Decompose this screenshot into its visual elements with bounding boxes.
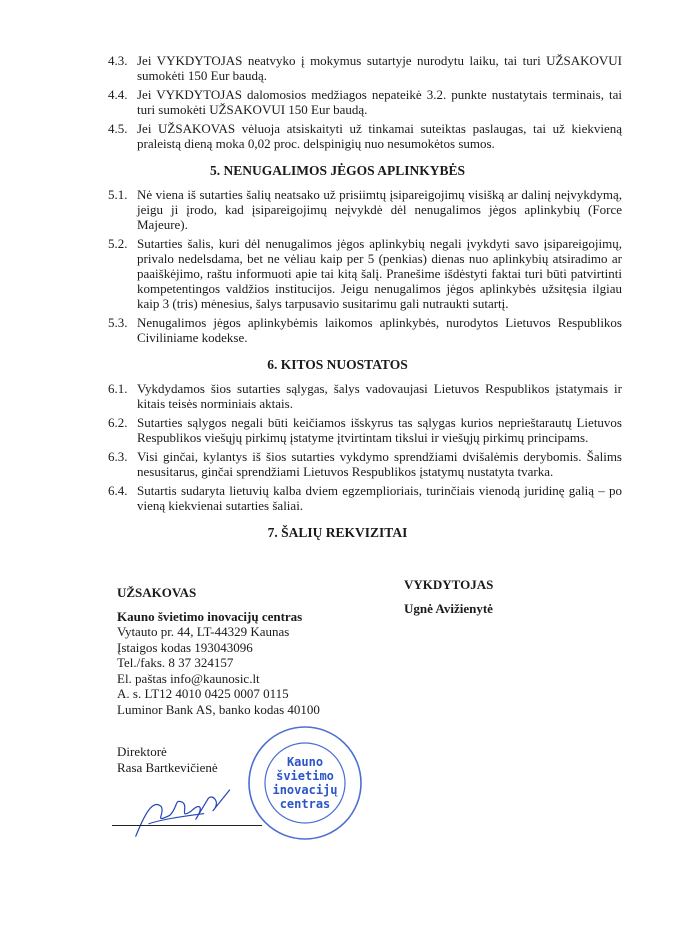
item-text: Sutarties šalis, kuri dėl nenugalimos jėgos aplinkybių negali įvykdyti savo įsipareigojimų, privalo nedelsdama, bet ne vėliau kaip per 5 (penkias) dienas nuo aplinkybių atsiradimo ar paaiškėjimo, raštu informuoti apie tai kitą šalį. Pranešime išdėstyti faktai turi būti patvirtinti kompetentingos valdžios institucijos. Jeigu nenugalimos jėgos aplinkybės užsitęsia ilgiau kaip 3 (tris) mėnesius, šalys tarpusavio susitarimu gali nutraukti sutartį.: [137, 236, 622, 311]
item-6-2: [108, 415, 622, 445]
document-body: [108, 53, 622, 837]
item-text: Vykdydamos šios sutarties sąlygas, šalys vadovaujasi Lietuvos Respublikos įstatymais ir kitais teisės norminiais aktais.: [137, 381, 622, 411]
signature-line: [112, 825, 262, 826]
client-address: Vytauto pr. 44, LT-44329 Kaunas: [117, 624, 290, 639]
client-email: El. paštas info@kaunosic.lt: [117, 670, 260, 686]
item-4-4: [108, 87, 622, 117]
item-5-2: [108, 236, 622, 311]
client-signer: Rasa Bartkevičienė: [117, 759, 218, 775]
client-block: [117, 585, 397, 811]
item-text: Jei UŽSAKOVAS vėluoja atsiskaityti už tinkamai suteiktas paslaugas, tai už kiekvieną praleistą dieną moka 0,02 proc. delspinigių nuo nesumokėtos sumos.: [137, 121, 622, 151]
signature: [127, 781, 247, 841]
item-text: Sutartis sudaryta lietuvių kalba dviem egzemplioriais, turinčiais vienodą juridinę galią – po vieną kiekvienai sutarties šaliai.: [137, 483, 622, 513]
item-number: 6.3.: [108, 449, 128, 464]
item-number: 4.5.: [108, 121, 128, 136]
client-code: Įstaigos kodas 193043096: [117, 639, 253, 655]
section-7-heading: 7. ŠALIŲ REKVIZITAI: [267, 525, 408, 540]
item-6-3: [108, 449, 622, 479]
item-text: Sutarties sąlygos negali būti keičiamos išskyrus tas sąlygas kurios neprieštarautų Lietuvos Respublikos viešųjų pirkimų įstatyme įtvirtintam tikslui ir viešųjų pirkimų principams.: [137, 415, 622, 445]
item-number: 6.4.: [108, 483, 128, 498]
svg-text:inovacijų: inovacijų: [272, 783, 338, 797]
item-number: 5.3.: [108, 315, 128, 330]
item-text: Visi ginčai, kylantys iš šios sutarties vykdymo sprendžiami dvišalėmis derybomis. Šalims nesusitarus, ginčai sprendžiami Lietuvos Respublikos įstatymų nustatyta tvarka.: [137, 449, 622, 479]
item-number: 6.2.: [108, 415, 128, 430]
item-text: Jei VYKDYTOJAS neatvyko į mokymus sutartyje nurodytu laiku, tai turi UŽSAKOVUI sumokėti 150 Eur baudą.: [137, 53, 622, 83]
contractor-role: VYKDYTOJAS: [404, 577, 494, 592]
party-details: [108, 577, 622, 837]
item-number: 4.4.: [108, 87, 128, 102]
item-number: 5.1.: [108, 187, 128, 202]
item-4-5: [108, 121, 622, 151]
item-5-3: [108, 315, 622, 345]
item-6-1: [108, 381, 622, 411]
item-4-3: [108, 53, 622, 83]
svg-text:centras: centras: [279, 797, 331, 811]
client-phone: Tel./faks. 8 37 324157: [117, 655, 234, 670]
item-text: Nė viena iš sutarties šalių neatsako už prisiimtų įsipareigojimų visišką ar dalinį neįvykdymą, jeigu ji įrodo, kad įsipareigojimų neįvykdė dėl nenugalimos jėgos aplinkybių (Force Majeure).: [137, 187, 622, 232]
client-name: Kauno švietimo inovacijų centras: [117, 608, 303, 624]
official-stamp: [245, 723, 365, 843]
svg-text:Kauno: Kauno: [286, 755, 324, 769]
client-bank: Luminor Bank AS, banko kodas 40100: [117, 701, 320, 717]
item-5-1: [108, 187, 622, 232]
item-6-4: [108, 483, 622, 513]
client-position: Direktorė: [117, 744, 167, 759]
item-number: 5.2.: [108, 236, 128, 251]
section-6-heading: 6. KITOS NUOSTATOS: [267, 357, 408, 372]
svg-text:švietimo: švietimo: [276, 769, 334, 783]
item-number: 4.3.: [108, 53, 128, 68]
item-text: Jei VYKDYTOJAS dalomosios medžiagos nepateikė 3.2. punkte nustatytais terminais, tai turi sumokėti UŽSAKOVUI 150 Eur baudą.: [137, 87, 622, 117]
client-role: UŽSAKOVAS: [117, 585, 197, 600]
contractor-block: [404, 577, 622, 616]
contractor-name: Ugnė Avižienytė: [404, 600, 493, 616]
item-number: 6.1.: [108, 381, 128, 396]
client-account: A. s. LT12 4010 0425 0007 0115: [117, 686, 289, 701]
section-5-heading: 5. NENUGALIMOS JĖGOS APLINKYBĖS: [209, 163, 466, 178]
item-text: Nenugalimos jėgos aplinkybėmis laikomos aplinkybės, nurodytos Lietuvos Respublikos Civiliniame kodekse.: [137, 315, 622, 345]
